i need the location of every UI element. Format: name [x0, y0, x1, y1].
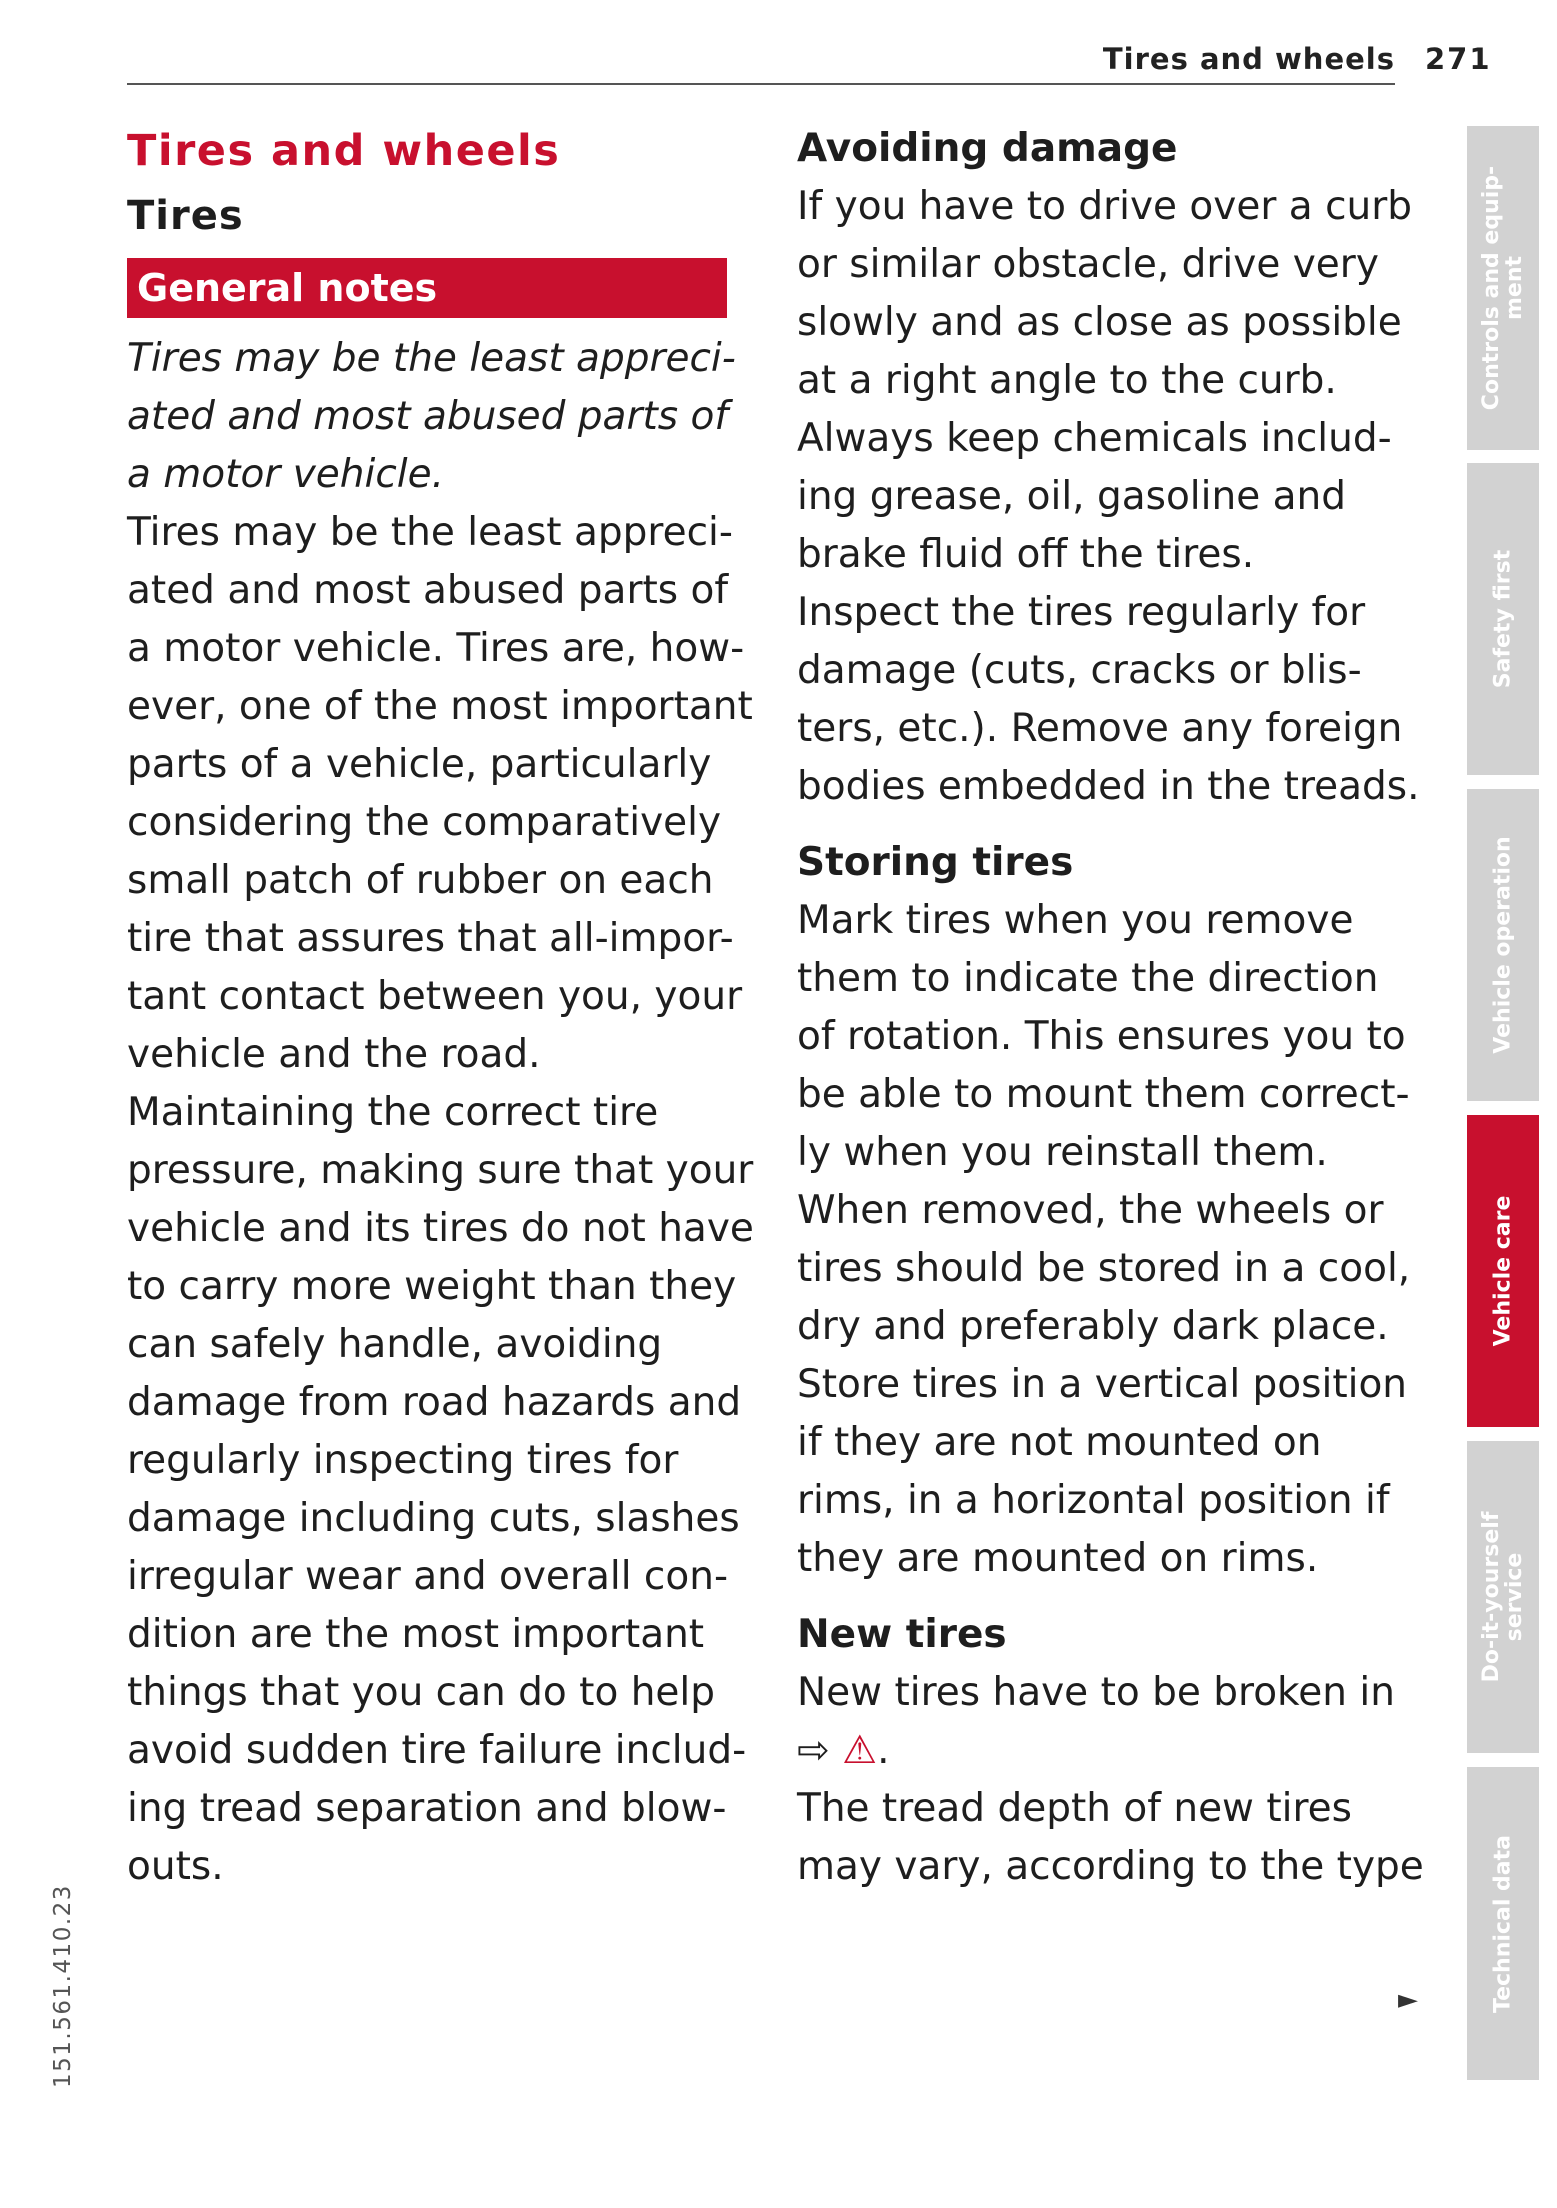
storing-paragraph-1	[797, 892, 1410, 1182]
text-line: Inspect the tires regularly for	[797, 590, 1366, 635]
text-line: dry and preferably dark place.	[797, 1304, 1389, 1349]
text-line: When removed, the wheels or	[797, 1188, 1384, 1233]
continue-arrow-icon: ►	[1398, 1985, 1418, 2015]
text-line: If you have to drive over a curb	[797, 184, 1413, 229]
text-line: tires should be stored in a cool,	[797, 1246, 1411, 1291]
body-paragraph-1	[127, 504, 753, 1084]
text-line: ever, one of the most important	[127, 684, 753, 729]
text-line: Tires may be the least appreci-	[127, 510, 733, 555]
text-line: them to indicate the direction	[797, 956, 1379, 1001]
chapter-tab-safety-first[interactable]	[1467, 463, 1539, 775]
reference-period: .	[877, 1728, 890, 1773]
body-paragraph-2	[127, 1084, 754, 1896]
tab-label-line: Do-it-yourself	[1479, 1511, 1504, 1683]
text-line: tant contact between you, your	[127, 974, 743, 1019]
text-line: dition are the most important	[127, 1612, 705, 1657]
text-line: can safely handle, avoiding	[127, 1322, 663, 1367]
tab-label-line: service	[1502, 1552, 1527, 1642]
text-line: a motor vehicle. Tires are, how-	[127, 626, 745, 671]
text-line: Always keep chemicals includ-	[797, 416, 1392, 461]
intro-paragraph	[127, 330, 736, 504]
section-title: Tires	[127, 193, 244, 239]
text-line: pressure, making sure that your	[127, 1148, 754, 1193]
text-line: The tread depth of new tires	[797, 1786, 1352, 1831]
text-line: may vary, according to the type	[797, 1844, 1424, 1889]
text-line: parts of a vehicle, particularly	[127, 742, 712, 787]
storing-paragraph-3	[797, 1356, 1408, 1588]
reference-line	[797, 1722, 1402, 1780]
text-line: irregular wear and overall con-	[127, 1554, 729, 1599]
text-line: ated and most abused parts of	[127, 568, 729, 613]
text-line: things that you can do to help	[127, 1670, 716, 1715]
cross-reference-arrow-icon[interactable]: ⇨	[797, 1728, 830, 1773]
document-code: 151.561.410.23	[50, 1884, 76, 2088]
chapter-tab-vehicle-care[interactable]	[1467, 1115, 1539, 1427]
text-line: Store tires in a vertical position	[797, 1362, 1408, 1407]
text-line: Mark tires when you remove	[797, 898, 1354, 943]
new-tires-paragraph-2	[797, 1780, 1424, 1896]
storing-paragraph-2	[797, 1182, 1411, 1356]
text-line: if they are not mounted on	[797, 1420, 1322, 1465]
text-line: considering the comparatively	[127, 800, 722, 845]
text-line: they are mounted on rims.	[797, 1536, 1319, 1581]
text-line: slowly and as close as possible	[797, 300, 1402, 345]
intro-line: Tires may be the least appreci-	[127, 336, 736, 381]
running-header-title: Tires and wheels	[1102, 42, 1395, 76]
text-line: tire that assures that all-impor-	[127, 916, 734, 961]
text-line: small patch of rubber on each	[127, 858, 714, 903]
header-rule	[127, 83, 1395, 85]
heading-new-tires: New tires	[797, 1612, 1007, 1657]
text-line: outs.	[127, 1844, 224, 1889]
warning-triangle-icon[interactable]: ⚠	[842, 1728, 878, 1773]
chapter-tab-vehicle-operation[interactable]	[1467, 789, 1539, 1101]
intro-line: a motor vehicle.	[127, 452, 445, 497]
general-notes-banner: General notes	[127, 258, 727, 318]
text-line: vehicle and the road.	[127, 1032, 541, 1077]
text-line: bodies embedded in the treads.	[797, 764, 1420, 809]
heading-avoiding-damage: Avoiding damage	[797, 126, 1178, 171]
text-line: ing tread separation and blow-	[127, 1786, 727, 1831]
avoiding-paragraph-2	[797, 410, 1402, 584]
tab-label: Safety first	[1490, 549, 1516, 689]
tab-label	[1480, 1512, 1526, 1683]
text-line: ters, etc.). Remove any foreign	[797, 706, 1403, 751]
tab-label	[1480, 166, 1526, 410]
text-line: rims, in a horizontal position if	[797, 1478, 1390, 1523]
tab-label: Technical data	[1490, 1834, 1516, 2013]
text-line: damage (cuts, cracks or blis-	[797, 648, 1362, 693]
text-line: be able to mount them correct-	[797, 1072, 1410, 1117]
text-line: or similar obstacle, drive very	[797, 242, 1379, 287]
chapter-tab-controls[interactable]	[1467, 126, 1539, 450]
chapter-tab-technical-data[interactable]	[1467, 1767, 1539, 2080]
tab-label-line: ment	[1502, 255, 1527, 321]
chapter-tab-do-it-yourself[interactable]	[1467, 1441, 1539, 1753]
text-line: at a right angle to the curb.	[797, 358, 1337, 403]
text-line: damage from road hazards and	[127, 1380, 742, 1425]
page-number: 271	[1425, 42, 1492, 76]
intro-line: ated and most abused parts of	[127, 394, 729, 439]
text-line: Maintaining the correct tire	[127, 1090, 659, 1135]
avoiding-paragraph-3	[797, 584, 1420, 816]
left-column	[127, 120, 754, 1896]
chapter-title: Tires and wheels	[127, 126, 561, 176]
heading-storing-tires: Storing tires	[797, 840, 1074, 885]
text-line: brake fluid off the tires.	[797, 532, 1255, 577]
text-line: ing grease, oil, gasoline and	[797, 474, 1346, 519]
text-line: ly when you reinstall them.	[797, 1130, 1328, 1175]
tab-label-line: Controls and equip-	[1479, 165, 1504, 411]
text-line: vehicle and its tires do not have	[127, 1206, 754, 1251]
text-line: damage including cuts, slashes	[127, 1496, 740, 1541]
text-line: of rotation. This ensures you to	[797, 1014, 1406, 1059]
text-line: avoid sudden tire failure includ-	[127, 1728, 747, 1773]
tab-label: Vehicle care	[1490, 1195, 1516, 1347]
text-line: to carry more weight than they	[127, 1264, 737, 1309]
right-column	[797, 120, 1424, 1896]
tab-label: Vehicle operation	[1490, 836, 1516, 1054]
text-line: New tires have to be broken in	[797, 1670, 1395, 1715]
text-line: regularly inspecting tires for	[127, 1438, 679, 1483]
avoiding-paragraph-1	[797, 178, 1413, 410]
new-tires-paragraph-1	[797, 1664, 1402, 1780]
